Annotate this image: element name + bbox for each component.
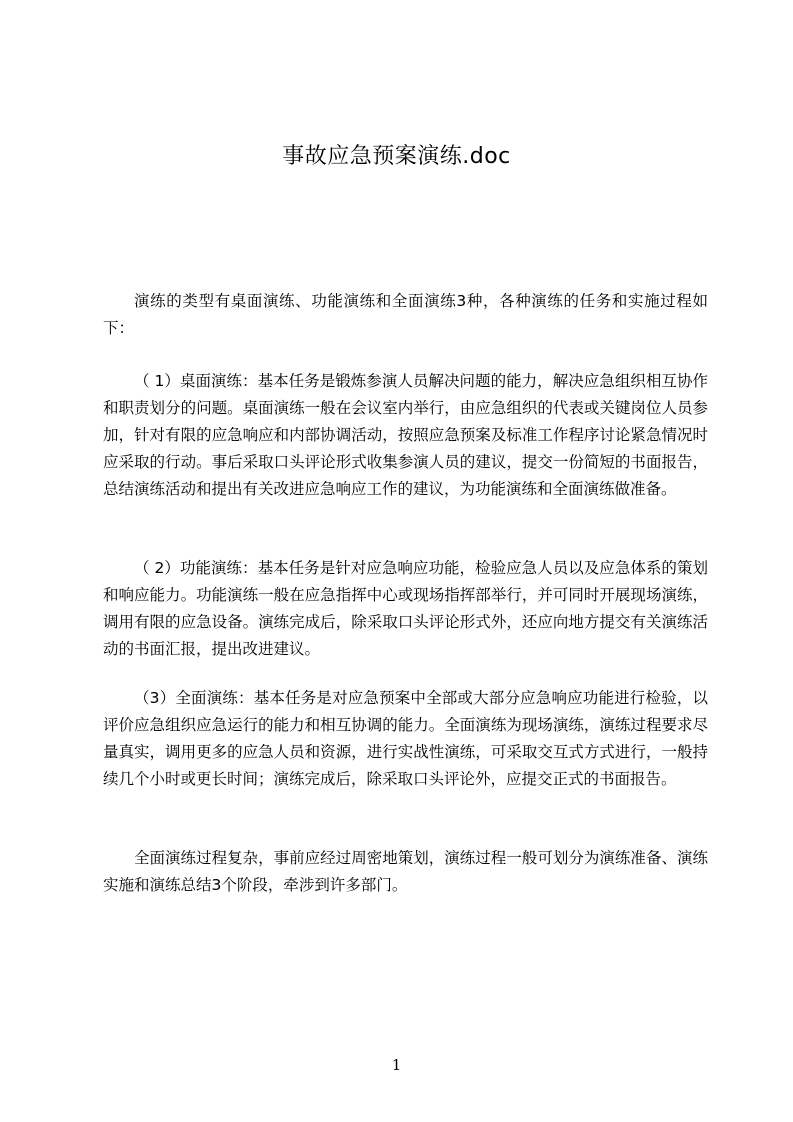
- document-title: 事故应急预案演练.doc: [282, 144, 511, 169]
- paragraph-tabletop-exercise: （ 1）桌面演练：基本任务是锻炼参演人员解决问题的能力，解决应急组织相互协作和职责划分的问题。桌面演练一般在会议室内举行，由应急组织的代表或关键岗位人员参加，针对有限的应急响应和内部协调活动，按照应急预案及标准工作程序讨论紧急情况时应采取的行动。事后采取口头评论形式收集参演人员的建议，提交一份简短的书面报告，总结演练活动和提出有关改进应急响应工作的建议，为功能演练和全面演练做准备。: [103, 372, 708, 498]
- paragraph-full-scale-exercise: （3）全面演练：基本任务是对应急预案中全部或大部分应急响应功能进行检验，以评价应急组织应急运行的能力和相互协调的能力。全面演练为现场演练，演练过程要求尽量真实，调用更多的应急人员和资源，进行实战性演练，可采取交互式方式进行，一般持续几个小时或更长时间；演练完成后，除采取口头评论外，应提交正式的书面报告。: [103, 689, 708, 788]
- page-number: 1: [391, 1056, 402, 1074]
- paragraph-intro: 演练的类型有桌面演练、功能演练和全面演练3种，各种演练的任务和实施过程如下：: [103, 292, 708, 337]
- paragraph-functional-exercise: （ 2）功能演练：基本任务是针对应急响应功能，检验应急人员以及应急体系的策划和响应能力。功能演练一般在应急指挥中心或现场指挥部举行，并可同时开展现场演练，调用有限的应急设备。演练完成后，除采取口头评论形式外，还应向地方提交有关演练活动的书面汇报，提出改进建议。: [103, 559, 708, 658]
- paragraph-summary: 全面演练过程复杂，事前应经过周密地策划，演练过程一般可划分为演练准备、演练实施和演练总结3个阶段，牵涉到许多部门。: [103, 849, 708, 894]
